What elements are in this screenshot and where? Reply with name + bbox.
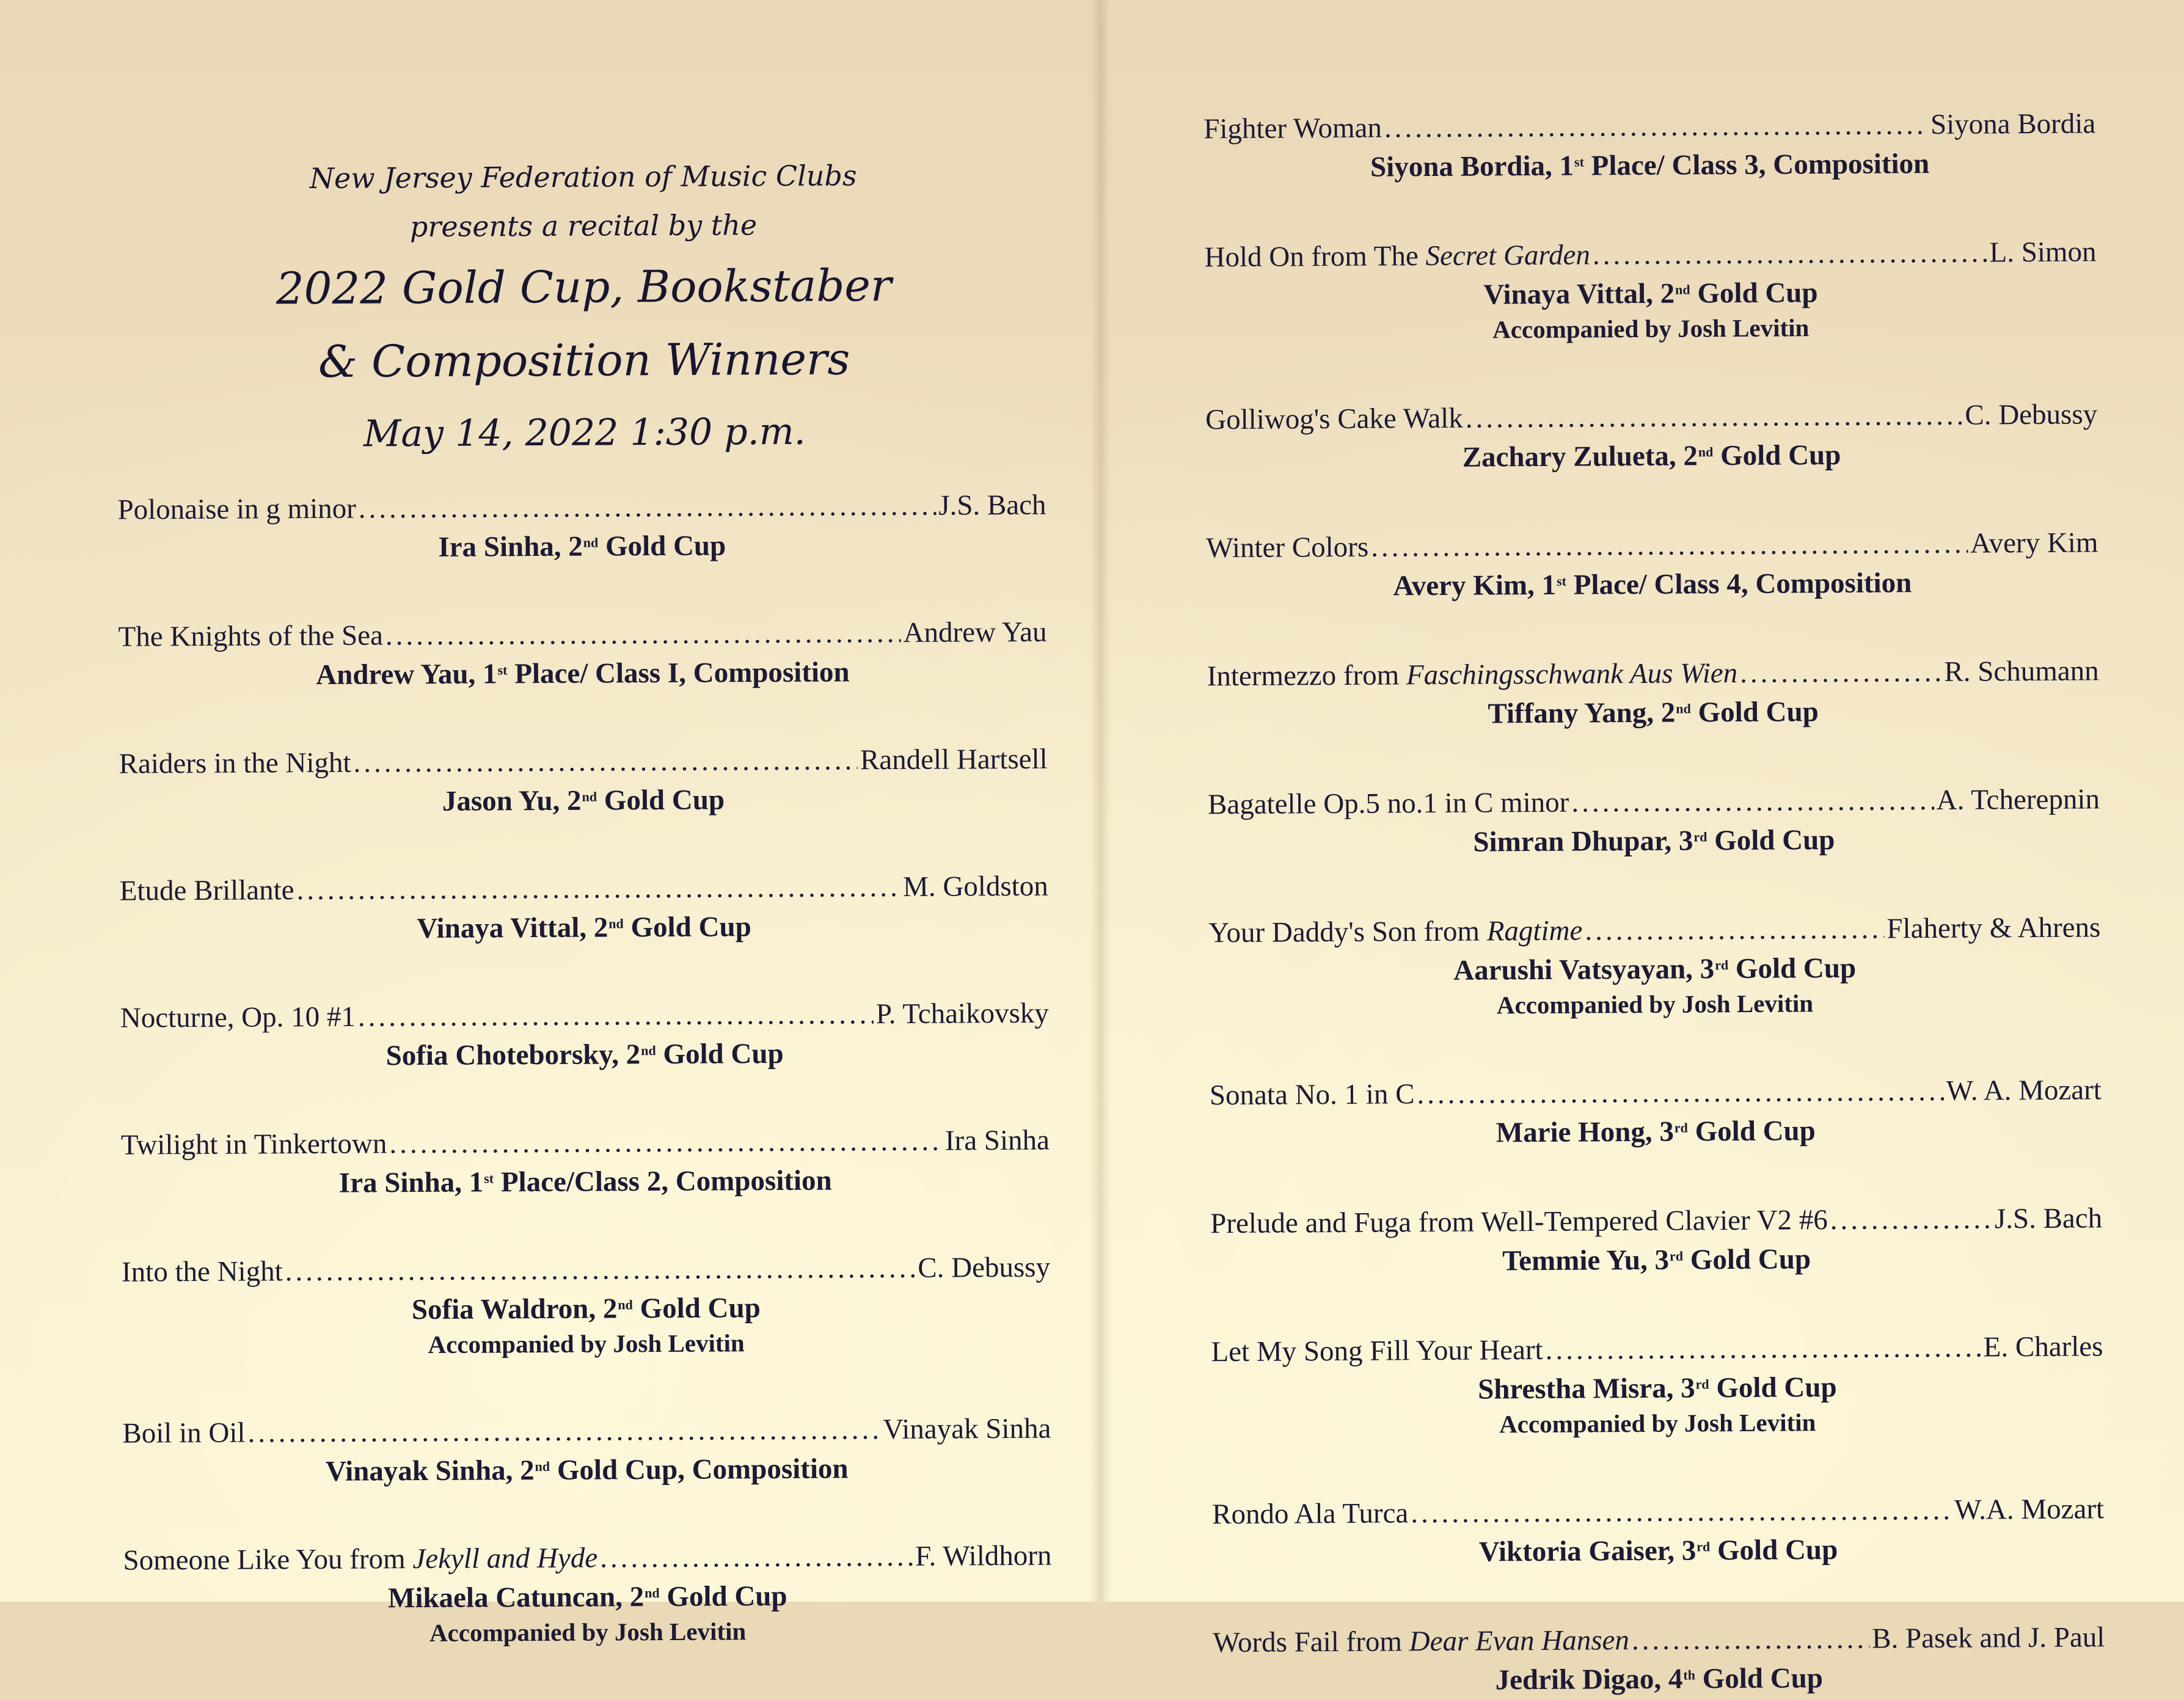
award-text: Gold Cup (1687, 1115, 1816, 1148)
piece-title-text: Fighter Woman (1203, 112, 1382, 145)
recital-date: May 14, 2022 1:30 p.m. (363, 410, 806, 456)
accompanist-line: Accompanied by Josh Levitin (1492, 313, 1810, 344)
performer-name: Ira Sinha, 1 (338, 1166, 484, 1199)
accompanist-line: Accompanied by Josh Levitin (428, 1329, 745, 1359)
performer-name: Simran Dhupar, 3 (1473, 825, 1693, 858)
piece-title (1205, 401, 1463, 438)
dot-leader (296, 869, 900, 908)
program-entry (122, 1250, 1051, 1363)
ordinal-suffix: th (1683, 1667, 1696, 1683)
program-entry (1211, 1329, 2103, 1443)
program-entry (117, 487, 1046, 567)
piece-title (1208, 913, 1582, 951)
performer-name: Sofia Waldron, 2 (411, 1293, 618, 1326)
piece-title-text: Into the Night (121, 1255, 283, 1288)
piece-title-text: Winter Colors (1206, 531, 1369, 564)
program-entry (120, 996, 1050, 1075)
program-header (115, 150, 1052, 469)
piece-title (119, 745, 351, 782)
performer-name: Avery Kim, 1 (1393, 569, 1557, 602)
dot-leader (385, 615, 901, 653)
piece-title (1207, 655, 1738, 694)
piece-line (121, 1123, 1050, 1163)
composer-name: B. Pasek and J. Paul (1872, 1621, 2105, 1655)
piece-line (1205, 396, 2097, 437)
composer-name: M. Goldston (902, 870, 1048, 903)
award-text: Gold Cup (632, 1292, 761, 1325)
piece-line (1207, 653, 2099, 694)
piece-title (1210, 1202, 1828, 1241)
dot-leader (1830, 1201, 1993, 1238)
program-entry (1213, 1619, 2105, 1699)
performer-line (1210, 1236, 2102, 1280)
ordinal-suffix: nd (535, 1458, 550, 1475)
performer-line (1208, 817, 2100, 861)
ordinal-suffix: rd (1674, 1120, 1688, 1136)
organization-name: New Jersey Federation of Music Clubs (309, 159, 857, 195)
dot-leader (1585, 911, 1884, 949)
piece-title-text: Twilight in Tinkertown (120, 1128, 387, 1161)
ordinal-suffix: st (497, 662, 508, 678)
dot-leader (1632, 1621, 1870, 1658)
award-text: Place/ Class I, Composition (507, 656, 850, 690)
recital-title-line-2: & Composition Winners (318, 333, 850, 387)
performer-line (123, 1574, 1052, 1618)
award-text: Gold Cup (1728, 952, 1857, 985)
award-text: Gold Cup (1682, 1243, 1811, 1276)
award-text: Gold Cup (1695, 1662, 1824, 1695)
piece-title-text: Rondo Ala Turca (1211, 1497, 1409, 1531)
piece-title (1206, 530, 1368, 566)
performer-name: Marie Hong, 3 (1496, 1115, 1675, 1149)
dot-leader (1466, 398, 1963, 436)
dot-leader (600, 1539, 913, 1576)
performer-line (1207, 688, 2099, 733)
award-text: Gold Cup (659, 1580, 787, 1613)
award-text: Gold Cup (1707, 824, 1835, 857)
performer-name: Vinayak Sinha, 2 (325, 1454, 535, 1487)
performer-name: Vinaya Vittal, 2 (417, 911, 608, 945)
piece-line (117, 487, 1046, 528)
piece-title (1210, 1076, 1415, 1113)
award-text: Gold Cup (1690, 277, 1818, 310)
dot-leader (1740, 654, 1942, 691)
performer-line (122, 1285, 1050, 1329)
piece-line (122, 1250, 1050, 1290)
piece-title-italic: Dear Evan Hansen (1409, 1624, 1630, 1658)
piece-line (119, 742, 1048, 782)
ordinal-suffix: nd (1676, 701, 1691, 717)
program-entry (1210, 1072, 2102, 1152)
performer-name: Jason Yu, 2 (442, 784, 582, 817)
ordinal-suffix: nd (1675, 282, 1690, 297)
ordinal-suffix: st (1574, 154, 1584, 170)
award-text: Gold Cup (1709, 1371, 1837, 1404)
award-text: Place/ Class 4, Composition (1566, 567, 1912, 601)
composer-name: Andrew Yau (903, 616, 1047, 649)
dot-leader (247, 1412, 880, 1450)
dot-leader (285, 1250, 916, 1289)
award-text: Gold Cup (1710, 1534, 1838, 1567)
piece-title-text: Intermezzo from (1207, 659, 1407, 693)
piece-title-text: Words Fail from (1213, 1625, 1409, 1659)
piece-title (122, 1415, 245, 1451)
performer-line (1203, 141, 2095, 186)
dot-leader (1571, 783, 1934, 820)
composer-name: C. Debussy (918, 1251, 1051, 1284)
ordinal-suffix: nd (582, 789, 597, 804)
dot-leader (1545, 1330, 1981, 1368)
performer-line (120, 1031, 1049, 1075)
program-entry (119, 742, 1048, 821)
performer-name: Zachary Zulueta, 2 (1462, 440, 1698, 473)
piece-title-italic: Secret Garden (1425, 239, 1591, 272)
accompanist-line: Accompanied by Josh Levitin (1496, 989, 1814, 1020)
dot-leader (1384, 107, 1928, 145)
composer-name: R. Schumann (1944, 655, 2099, 688)
piece-title-italic: Jekyll and Hyde (412, 1542, 598, 1575)
piece-title-text: Bagatelle Op.5 no.1 in C minor (1207, 786, 1569, 821)
program-entry (1208, 781, 2100, 861)
right-entry-list (1203, 106, 2105, 1699)
piece-title-text: Boil in Oil (122, 1417, 246, 1450)
dot-leader (359, 488, 937, 527)
piece-title (1204, 237, 1590, 275)
composer-name: J.S. Bach (1994, 1202, 2103, 1235)
composer-name: L. Simon (1989, 236, 2097, 269)
program-entry (1208, 910, 2101, 1024)
piece-title-text: Polonaise in g minor (117, 492, 356, 526)
left-entry-list (117, 487, 1052, 1652)
piece-title-text: Golliwog's Cake Walk (1205, 402, 1463, 436)
piece-title (1212, 1495, 1409, 1532)
presents-line: presents a recital by the (409, 208, 758, 244)
program-entry (1205, 396, 2098, 476)
award-text: Place/ Class 3, Composition (1583, 148, 1930, 182)
piece-title-text: Etude Brillante (119, 874, 294, 907)
recital-title-line-1: 2022 Gold Cup, Bookstaber (276, 260, 892, 315)
award-text: Gold Cup (596, 784, 725, 817)
performer-name: Tiffany Yang, 2 (1488, 696, 1676, 730)
right-page (1087, 0, 2184, 1696)
ordinal-suffix: rd (1669, 1248, 1684, 1264)
composer-name: Flaherty & Ahrens (1886, 911, 2101, 945)
program-entry (1203, 106, 2096, 186)
composer-name: Randell Hartsell (860, 743, 1048, 776)
piece-line (1210, 1072, 2102, 1113)
piece-title (123, 1541, 597, 1578)
ordinal-suffix: nd (608, 916, 624, 932)
composer-name: C. Debussy (1965, 398, 2098, 431)
composer-name: W. A. Mozart (1946, 1074, 2102, 1107)
piece-line (120, 996, 1049, 1036)
composer-name: P. Tchaikovsky (875, 997, 1049, 1031)
performer-line (120, 904, 1048, 948)
ordinal-suffix: nd (1698, 444, 1714, 460)
piece-line (123, 1538, 1051, 1578)
performer-name: Siyona Bordia, 1 (1370, 150, 1574, 183)
piece-title (122, 1253, 283, 1290)
performer-name: Aarushi Vatsyayan, 3 (1453, 953, 1715, 987)
piece-title (120, 999, 356, 1036)
dot-leader (1371, 526, 1968, 565)
program-entry (1204, 234, 2097, 348)
composer-name: J.S. Bach (938, 489, 1046, 522)
dot-leader (353, 742, 858, 780)
performer-name: Vinaya Vittal, 2 (1483, 277, 1675, 311)
performer-name: Jedrik Digao, 4 (1495, 1663, 1683, 1696)
accompanist-line: Accompanied by Josh Levitin (1499, 1408, 1816, 1439)
piece-title-italic: Ragtime (1486, 914, 1583, 947)
performer-line (1208, 945, 2100, 990)
piece-title (120, 872, 294, 908)
ordinal-suffix: st (484, 1170, 494, 1186)
piece-title-text: Raiders in the Night (119, 746, 351, 780)
performer-line (119, 777, 1048, 821)
piece-title (121, 1126, 387, 1162)
award-text: Place/Class 2, Composition (493, 1164, 832, 1198)
performer-name: Andrew Yau, 1 (316, 658, 497, 691)
ordinal-suffix: nd (641, 1043, 656, 1059)
ordinal-suffix: rd (1693, 829, 1707, 845)
performer-line (123, 1446, 1051, 1490)
piece-line (122, 1411, 1051, 1451)
dot-leader (1411, 1492, 1952, 1531)
performer-name: Shrestha Misra, 3 (1477, 1372, 1695, 1406)
performer-name: Ira Sinha, 2 (438, 530, 583, 563)
piece-title (1203, 111, 1382, 147)
ordinal-suffix: rd (1696, 1539, 1711, 1555)
dot-leader (1417, 1073, 1944, 1112)
award-text: Gold Cup (656, 1037, 784, 1071)
piece-title-italic: Faschingsschwank Aus Wien (1406, 657, 1738, 691)
performer-line (1210, 1107, 2102, 1152)
composer-name: Vinayak Sinha (883, 1412, 1051, 1446)
program-entry (121, 1123, 1050, 1202)
composer-name: A. Tcherepnin (1936, 783, 2100, 817)
program-entry (1212, 1491, 2105, 1571)
award-text: Gold Cup (1690, 696, 1819, 729)
performer-line (121, 1158, 1050, 1202)
piece-line (1213, 1619, 2105, 1660)
program-entry (1206, 525, 2098, 605)
performer-line (1205, 432, 2097, 476)
piece-title-text: Nocturne, Op. 10 #1 (120, 1001, 356, 1034)
composer-name: W.A. Mozart (1954, 1493, 2105, 1526)
ordinal-suffix: nd (583, 534, 599, 550)
award-text: Gold Cup (598, 530, 726, 563)
program-entry (122, 1411, 1051, 1490)
performer-line (1207, 560, 2098, 605)
performer-line (118, 523, 1046, 567)
performer-line (1211, 1364, 2103, 1409)
performer-name: Viktoria Gaiser, 3 (1478, 1534, 1696, 1568)
performer-line (1212, 1527, 2104, 1571)
piece-title (1213, 1622, 1629, 1660)
composer-name: Ira Sinha (944, 1124, 1050, 1157)
piece-title-text: Prelude and Fuga from Well-Tempered Clavier V2 #6 (1210, 1204, 1828, 1240)
piece-title-text: Hold On from The (1204, 240, 1426, 274)
composer-name: Avery Kim (1970, 527, 2098, 560)
piece-line (118, 615, 1046, 655)
dot-leader (358, 996, 874, 1034)
piece-title (118, 618, 383, 654)
ordinal-suffix: rd (1695, 1376, 1709, 1392)
piece-title-text: Sonata No. 1 in C (1209, 1078, 1415, 1112)
piece-line (1203, 106, 2095, 147)
piece-line (1204, 234, 2096, 275)
program-entry (118, 615, 1047, 694)
program-entry (1207, 653, 2100, 733)
accompanist-line: Accompanied by Josh Levitin (429, 1617, 747, 1647)
piece-line (1206, 525, 2098, 566)
piece-line (1212, 1491, 2104, 1532)
piece-title-text: Let My Song Fill Your Heart (1211, 1333, 1543, 1368)
piece-title (1211, 1332, 1543, 1370)
piece-title-text: Someone Like You from (123, 1543, 413, 1577)
performer-line (1205, 269, 2097, 314)
program-entry (1210, 1200, 2103, 1280)
dot-leader (1593, 235, 1987, 272)
program-entry (120, 869, 1049, 948)
piece-title (117, 491, 356, 528)
ordinal-suffix: st (1556, 573, 1567, 589)
piece-line (1211, 1329, 2103, 1370)
piece-line (1210, 1200, 2102, 1241)
ordinal-suffix: rd (1715, 957, 1729, 973)
composer-name: F. Wildhorn (915, 1539, 1052, 1572)
program-entry (123, 1538, 1052, 1652)
performer-line (1213, 1655, 2105, 1699)
piece-title-text: The Knights of the Sea (118, 619, 384, 653)
dot-leader (389, 1123, 943, 1162)
left-page (0, 0, 1096, 1647)
piece-line (1208, 781, 2100, 822)
award-text: Gold Cup (1713, 439, 1841, 472)
award-text: Gold Cup (623, 911, 751, 944)
performer-name: Mikaela Catuncan, 2 (387, 1581, 645, 1614)
ordinal-suffix: nd (618, 1297, 633, 1313)
composer-name: Siyona Bordia (1930, 108, 2096, 141)
award-text: Gold Cup, Composition (550, 1453, 849, 1486)
performer-line (119, 650, 1047, 694)
performer-name: Temmie Yu, 3 (1502, 1244, 1670, 1277)
composer-name: E. Charles (1983, 1330, 2103, 1363)
piece-title (1208, 785, 1569, 823)
performer-name: Sofia Choteborsky, 2 (385, 1038, 641, 1072)
piece-line (1208, 910, 2100, 950)
piece-title-text: Your Daddy's Son from (1208, 915, 1487, 949)
piece-line (120, 869, 1048, 909)
ordinal-suffix: nd (645, 1585, 660, 1601)
